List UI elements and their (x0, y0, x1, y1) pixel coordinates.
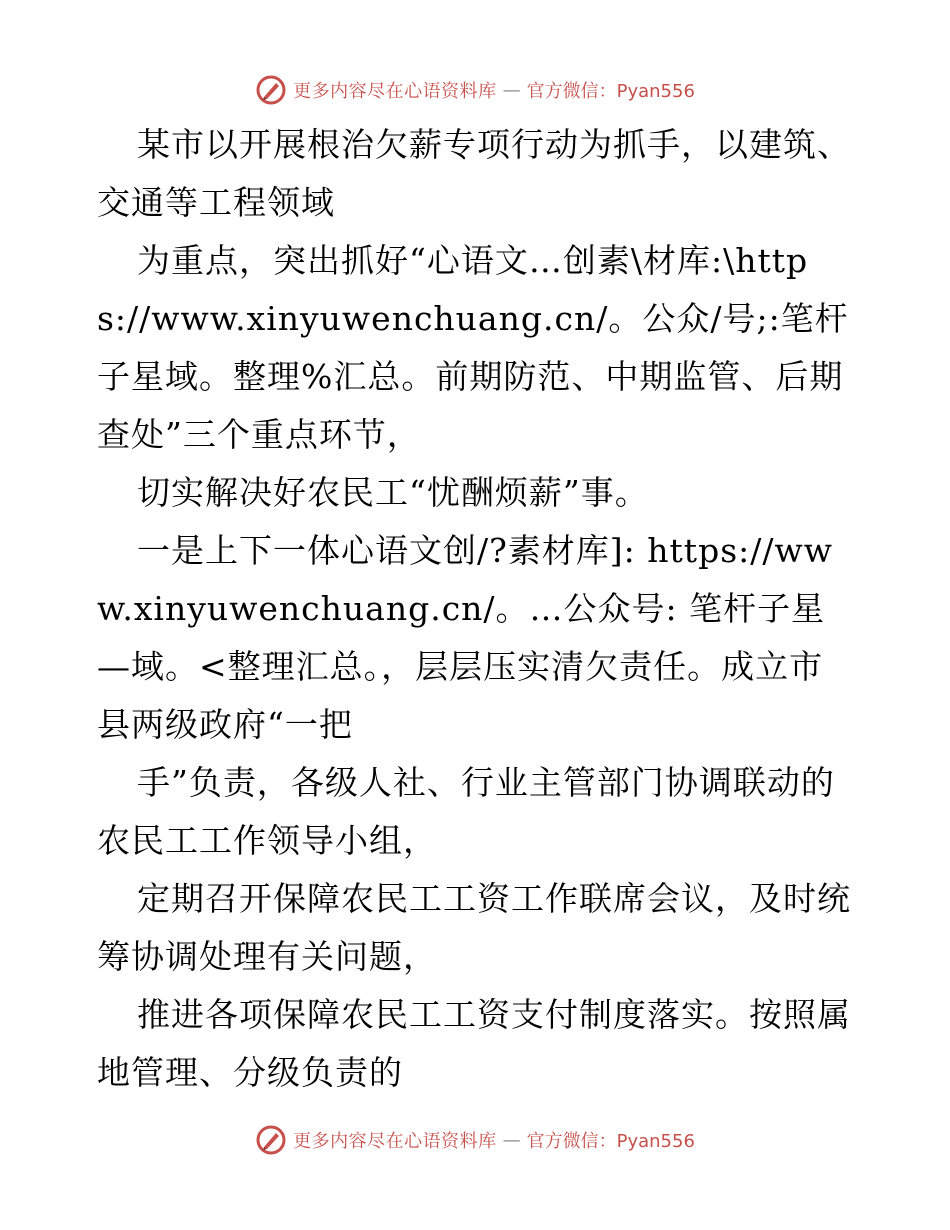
paragraph: 定期召开保障农民工工资工作联席会议，及时统筹协调处理有关问题， (97, 879, 851, 976)
watermark-separator: — (502, 1129, 521, 1151)
watermark-text: 更多内容尽在心语资料库 (293, 81, 497, 102)
document-body (97, 116, 857, 1102)
watermark-separator: — (502, 79, 521, 101)
footer-watermark (0, 1120, 950, 1160)
paragraph: 推进各项保障农民工工资支付制度落实。按照属地管理、分级负责的 (97, 995, 851, 1092)
header-watermark (0, 70, 950, 110)
paragraph: 为重点，突出抓好“心语文…创素\材库:\https://www.xinyuwenchuang.cn/。公众/号;:笔杆子星域。整理%汇总。前期防范、中期监管、后期查处”三个重点环节， (97, 241, 849, 454)
watermark-contact: 官方微信：Pyan556 (526, 81, 695, 102)
watermark-text: 更多内容尽在心语资料库 (293, 1131, 497, 1152)
paragraph: 手”负责，各级人社、行业主管部门协调联动的农民工工作领导小组， (97, 763, 835, 860)
paragraph: 切实解决好农民工“忧酬烦薪”事。 (137, 473, 649, 512)
watermark-contact: 官方微信：Pyan556 (526, 1131, 695, 1152)
pen-logo-icon (255, 74, 287, 106)
paragraph: 一是上下一体心语文创/?素材库]: https://www.xinyuwenchuang.cn/。…公众号: 笔杆子星—域。<整理汇总。，层层压实清欠责任。成立市县两级政府“一把 (97, 531, 833, 744)
paragraph: 某市以开展根治欠薪专项行动为抓手，以建筑、交通等工程领域 (97, 125, 851, 222)
pen-logo-icon (255, 1124, 287, 1156)
